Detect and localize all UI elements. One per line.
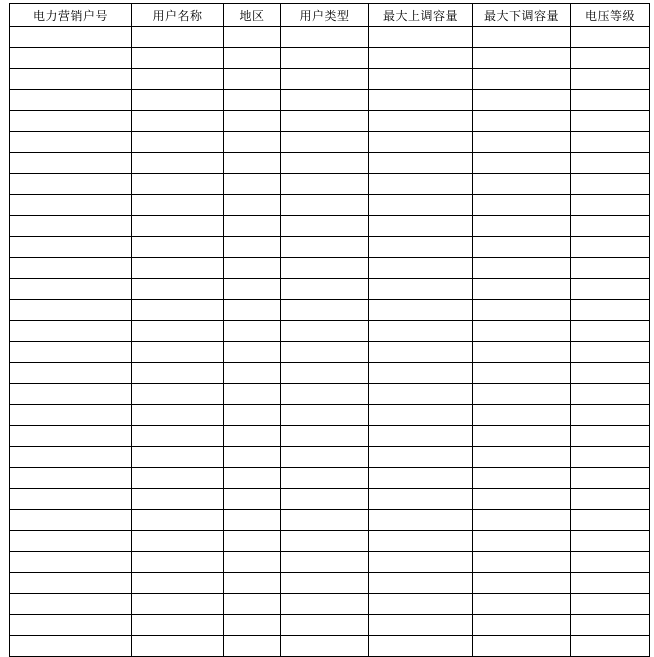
table-cell[interactable] [571,636,650,657]
table-cell[interactable] [571,342,650,363]
table-cell[interactable] [10,153,132,174]
table-row[interactable] [10,279,650,300]
table-cell[interactable] [132,279,224,300]
table-cell[interactable] [224,111,281,132]
table-cell[interactable] [281,321,369,342]
column-header-max-up-capacity: 最大上调容量 [369,4,473,27]
table-cell[interactable] [281,279,369,300]
table-header [10,4,650,27]
table-cell[interactable] [571,132,650,153]
table-cell[interactable] [132,468,224,489]
table-cell[interactable] [281,90,369,111]
table-row[interactable] [10,300,650,321]
table-cell[interactable] [473,111,571,132]
table-cell[interactable] [473,237,571,258]
table-cell[interactable] [369,48,473,69]
table-cell[interactable] [224,174,281,195]
table-row[interactable] [10,426,650,447]
table-cell[interactable] [369,363,473,384]
table-cell[interactable] [224,279,281,300]
table-cell[interactable] [132,636,224,657]
table-cell[interactable] [369,426,473,447]
table-cell[interactable] [369,195,473,216]
table-cell[interactable] [10,111,132,132]
table-cell[interactable] [10,384,132,405]
table-cell[interactable] [10,489,132,510]
table-cell[interactable] [571,447,650,468]
table-cell[interactable] [10,405,132,426]
table-cell[interactable] [10,447,132,468]
table-row[interactable] [10,27,650,48]
table-cell[interactable] [369,132,473,153]
table-cell[interactable] [571,531,650,552]
column-header-max-down-capacity: 最大下调容量 [473,4,571,27]
table-cell[interactable] [473,153,571,174]
table-row[interactable] [10,594,650,615]
table-cell[interactable] [369,636,473,657]
table-cell[interactable] [224,636,281,657]
table-row[interactable] [10,48,650,69]
table-cell[interactable] [473,342,571,363]
table-cell[interactable] [10,426,132,447]
table-cell[interactable] [132,531,224,552]
column-header-customer-name: 用户名称 [132,4,224,27]
table-cell[interactable] [132,615,224,636]
table-cell[interactable] [473,594,571,615]
column-header-customer-number: 电力营销户号 [10,4,132,27]
table-cell[interactable] [473,615,571,636]
table-cell[interactable] [132,489,224,510]
table-cell[interactable] [224,552,281,573]
table-cell[interactable] [369,258,473,279]
table-cell[interactable] [10,216,132,237]
table-cell[interactable] [281,594,369,615]
table-cell[interactable] [473,90,571,111]
table-cell[interactable] [132,594,224,615]
table-cell[interactable] [10,237,132,258]
table-cell[interactable] [473,195,571,216]
table-cell[interactable] [224,342,281,363]
table-body [10,27,650,657]
table-cell[interactable] [369,90,473,111]
table-cell[interactable] [473,174,571,195]
table-cell[interactable] [132,405,224,426]
table-cell[interactable] [281,132,369,153]
table-cell[interactable] [132,237,224,258]
table-cell[interactable] [571,384,650,405]
table-cell[interactable] [10,132,132,153]
table-cell[interactable] [571,90,650,111]
table-cell[interactable] [10,594,132,615]
table-row[interactable] [10,489,650,510]
table-cell[interactable] [10,573,132,594]
table-cell[interactable] [571,153,650,174]
table-cell[interactable] [369,468,473,489]
table-cell[interactable] [132,48,224,69]
table-cell[interactable] [132,573,224,594]
table-cell[interactable] [132,258,224,279]
table-cell[interactable] [281,216,369,237]
table-cell[interactable] [224,48,281,69]
table-row[interactable] [10,111,650,132]
table-row[interactable] [10,573,650,594]
table-row[interactable] [10,510,650,531]
table-cell[interactable] [224,510,281,531]
table-cell[interactable] [132,321,224,342]
table-cell[interactable] [132,195,224,216]
table-cell[interactable] [571,363,650,384]
table-cell[interactable] [571,300,650,321]
table-cell[interactable] [10,258,132,279]
table-cell[interactable] [473,510,571,531]
table-cell[interactable] [369,573,473,594]
table-cell[interactable] [10,468,132,489]
table-row[interactable] [10,90,650,111]
table-cell[interactable] [224,384,281,405]
table-cell[interactable] [281,510,369,531]
table-cell[interactable] [132,111,224,132]
table-cell[interactable] [281,342,369,363]
table-row[interactable] [10,384,650,405]
table-cell[interactable] [369,531,473,552]
table-cell[interactable] [224,363,281,384]
table-row[interactable] [10,468,650,489]
table-cell[interactable] [224,258,281,279]
table-cell[interactable] [281,69,369,90]
table-cell[interactable] [132,174,224,195]
table-cell[interactable] [224,69,281,90]
column-header-voltage-level: 电压等级 [571,4,650,27]
table-cell[interactable] [571,195,650,216]
table-cell[interactable] [10,321,132,342]
table-cell[interactable] [281,489,369,510]
table-cell[interactable] [571,615,650,636]
table-cell[interactable] [369,153,473,174]
table-cell[interactable] [571,594,650,615]
table-cell[interactable] [473,489,571,510]
table-cell[interactable] [10,279,132,300]
table-cell[interactable] [473,363,571,384]
table-cell[interactable] [369,69,473,90]
table-cell[interactable] [571,489,650,510]
table-cell[interactable] [132,342,224,363]
table-cell[interactable] [369,510,473,531]
table-cell[interactable] [571,279,650,300]
table-cell[interactable] [571,48,650,69]
table-cell[interactable] [281,111,369,132]
table-row[interactable] [10,237,650,258]
table-cell[interactable] [281,615,369,636]
table-cell[interactable] [473,573,571,594]
table-cell[interactable] [369,174,473,195]
table-cell[interactable] [281,468,369,489]
table-cell[interactable] [473,279,571,300]
table-cell[interactable] [281,258,369,279]
table-row[interactable] [10,195,650,216]
table-cell[interactable] [224,447,281,468]
table-cell[interactable] [571,69,650,90]
table-cell[interactable] [571,27,650,48]
table-row[interactable] [10,321,650,342]
table-row[interactable] [10,174,650,195]
table-cell[interactable] [571,426,650,447]
table-cell[interactable] [369,615,473,636]
column-header-region: 地区 [224,4,281,27]
table-cell[interactable] [571,216,650,237]
table-cell[interactable] [369,321,473,342]
table-row[interactable] [10,69,650,90]
table-cell[interactable] [369,405,473,426]
table-cell[interactable] [473,27,571,48]
table-cell[interactable] [473,636,571,657]
table-cell[interactable] [10,531,132,552]
table-header-row [10,4,650,27]
table-cell[interactable] [571,510,650,531]
data-table [9,3,650,657]
table-cell[interactable] [369,237,473,258]
table-cell[interactable] [369,552,473,573]
table-cell[interactable] [369,300,473,321]
table-cell[interactable] [224,615,281,636]
table-row[interactable] [10,342,650,363]
table-cell[interactable] [473,468,571,489]
table-cell[interactable] [224,489,281,510]
table-cell[interactable] [571,468,650,489]
table-cell[interactable] [224,90,281,111]
table-cell[interactable] [571,237,650,258]
table-row[interactable] [10,552,650,573]
table-cell[interactable] [224,531,281,552]
table-cell[interactable] [281,405,369,426]
table-cell[interactable] [10,615,132,636]
table-cell[interactable] [281,27,369,48]
table-cell[interactable] [473,300,571,321]
table-cell[interactable] [132,363,224,384]
table-cell[interactable] [10,48,132,69]
table-cell[interactable] [10,342,132,363]
table-cell[interactable] [281,153,369,174]
table-cell[interactable] [473,48,571,69]
table-cell[interactable] [132,510,224,531]
table-cell[interactable] [10,510,132,531]
table-cell[interactable] [224,426,281,447]
table-cell[interactable] [132,132,224,153]
table-row[interactable] [10,405,650,426]
table-cell[interactable] [571,258,650,279]
table-cell[interactable] [132,426,224,447]
table-cell[interactable] [10,90,132,111]
table-cell[interactable] [281,48,369,69]
table-cell[interactable] [473,132,571,153]
table-cell[interactable] [473,258,571,279]
table-cell[interactable] [571,111,650,132]
table-cell[interactable] [132,153,224,174]
table-cell[interactable] [224,237,281,258]
table-cell[interactable] [132,69,224,90]
table-cell[interactable] [224,27,281,48]
table-cell[interactable] [473,405,571,426]
table-cell[interactable] [10,552,132,573]
table-cell[interactable] [281,552,369,573]
table-cell[interactable] [281,426,369,447]
table-cell[interactable] [224,195,281,216]
table-cell[interactable] [571,405,650,426]
table-cell[interactable] [281,531,369,552]
table-cell[interactable] [369,279,473,300]
table-cell[interactable] [281,573,369,594]
table-cell[interactable] [281,300,369,321]
table-cell[interactable] [10,195,132,216]
table-cell[interactable] [132,27,224,48]
table-cell[interactable] [281,363,369,384]
table-cell[interactable] [132,447,224,468]
table-cell[interactable] [369,111,473,132]
table-cell[interactable] [132,216,224,237]
table-cell[interactable] [132,300,224,321]
table-cell[interactable] [473,384,571,405]
table-cell[interactable] [132,552,224,573]
table-cell[interactable] [224,468,281,489]
table-cell[interactable] [10,363,132,384]
table-cell[interactable] [571,174,650,195]
table-cell[interactable] [473,531,571,552]
table-cell[interactable] [281,447,369,468]
table-cell[interactable] [369,342,473,363]
table-row[interactable] [10,447,650,468]
table-row[interactable] [10,153,650,174]
table-cell[interactable] [473,321,571,342]
table-row[interactable] [10,216,650,237]
table-cell[interactable] [132,90,224,111]
table-cell[interactable] [224,321,281,342]
table-cell[interactable] [473,69,571,90]
table-cell[interactable] [224,153,281,174]
table-cell[interactable] [224,573,281,594]
table-row[interactable] [10,636,650,657]
column-header-customer-type: 用户类型 [281,4,369,27]
table-row[interactable] [10,615,650,636]
table-cell[interactable] [224,300,281,321]
table-cell[interactable] [571,321,650,342]
table-cell[interactable] [473,447,571,468]
table-cell[interactable] [224,132,281,153]
table-row[interactable] [10,258,650,279]
table-row[interactable] [10,132,650,153]
table-cell[interactable] [571,573,650,594]
table-cell[interactable] [132,384,224,405]
table-row[interactable] [10,531,650,552]
table-cell[interactable] [281,636,369,657]
table-cell[interactable] [571,552,650,573]
table-cell[interactable] [224,405,281,426]
table-cell[interactable] [369,489,473,510]
table-cell[interactable] [10,27,132,48]
table-cell[interactable] [369,216,473,237]
table-cell[interactable] [281,195,369,216]
table-cell[interactable] [473,426,571,447]
table-cell[interactable] [473,552,571,573]
table-cell[interactable] [10,174,132,195]
table-cell[interactable] [224,216,281,237]
table-row[interactable] [10,363,650,384]
table-cell[interactable] [10,300,132,321]
table-cell[interactable] [10,636,132,657]
table-cell[interactable] [10,69,132,90]
table-cell[interactable] [369,594,473,615]
table-cell[interactable] [281,237,369,258]
table-cell[interactable] [224,594,281,615]
table-cell[interactable] [473,216,571,237]
table-cell[interactable] [281,384,369,405]
table-cell[interactable] [281,174,369,195]
table-cell[interactable] [369,27,473,48]
table-cell[interactable] [369,384,473,405]
table-cell[interactable] [369,447,473,468]
